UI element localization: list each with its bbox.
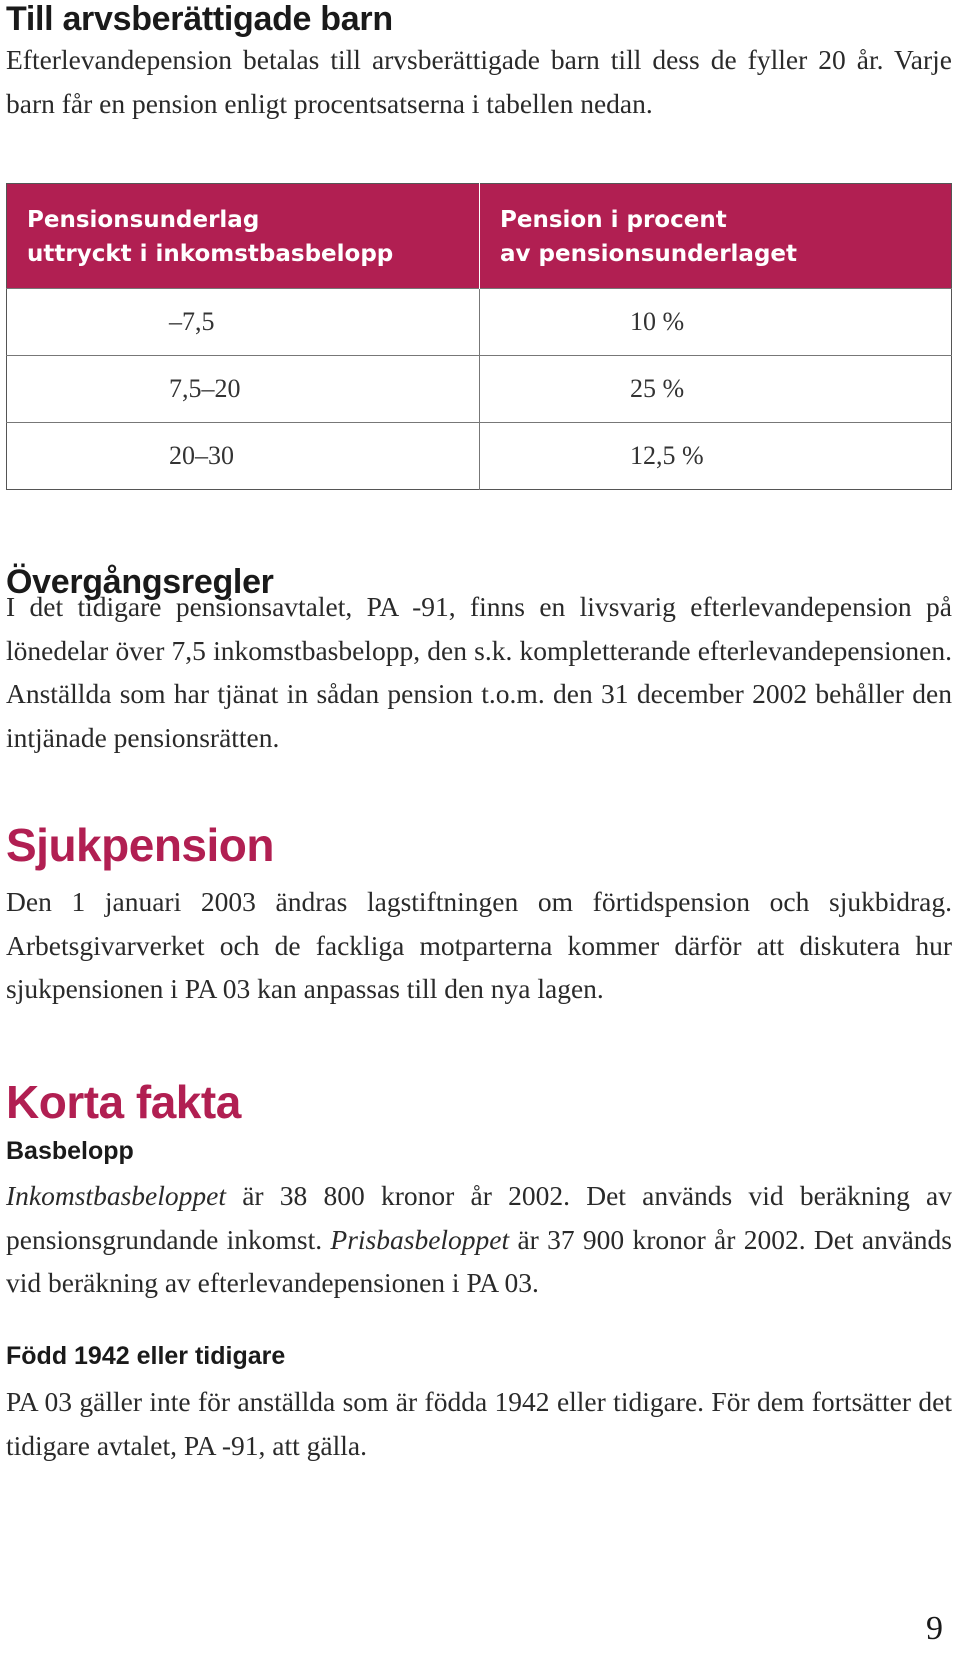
intro-paragraph: Efterlevandepension betalas till arvsberättigade barn till dess de fyller 20 år. Varje barn får en pension enligt procentsatserna i tabellen nedan. xyxy=(6,44,952,119)
table-row xyxy=(7,289,952,356)
term-inkomstbasbeloppet: Inkomstbasbeloppet xyxy=(6,1180,226,1211)
section-title-sjukpension: Sjukpension xyxy=(6,819,274,871)
table-cell-range: –7,5 xyxy=(7,289,480,356)
section-title-korta-fakta: Korta fakta xyxy=(6,1076,241,1128)
pension-percentage-table xyxy=(6,183,952,490)
table-cell-range: 20–30 xyxy=(7,423,480,490)
table-cell-percent: 10 % xyxy=(480,289,952,356)
table-header-procent: Pension i procent av pensionsunderlaget xyxy=(480,184,952,289)
table-row xyxy=(7,356,952,423)
table-cell-percent: 25 % xyxy=(480,356,952,423)
table-header-underlag: Pensionsunderlag uttryckt i inkomstbasbelopp xyxy=(7,184,480,289)
page-number: 9 xyxy=(926,1610,943,1647)
overgangsregler-paragraph: I det tidigare pensionsavtalet, PA -91, finns en livsvarig efterlevandepension på lönedelar över 7,5 inkomstbasbelopp, den s.k. kompletterande efterlevandepensionen. Anställda som har tjänat in sådan pension t.o.m. den 31 december 2002 behåller den intjänade pensionsrätten. xyxy=(6,591,952,753)
subheading-basbelopp: Basbelopp xyxy=(6,1137,134,1165)
term-prisbasbeloppet: Prisbasbeloppet xyxy=(330,1223,510,1255)
table-cell-range: 7,5–20 xyxy=(7,356,480,423)
basbelopp-paragraph: Inkomstbasbeloppet är 38 800 kronor år 2002. Det används vid beräkning av pensionsgrundande inkomst. Prisbasbeloppet är 37 900 kronor år 2002. Det används vid beräkning av efterlevandepensionen i PA 03. xyxy=(6,1180,952,1298)
table-cell-percent: 12,5 % xyxy=(480,423,952,490)
fodd-1942-paragraph: PA 03 gäller inte för anställda som är födda 1942 eller tidigare. För dem fortsätter det tidigare avtalet, PA -91, att gälla. xyxy=(6,1386,952,1461)
sjukpension-paragraph: Den 1 januari 2003 ändras lagstiftningen om förtidspension och sjukbidrag. Arbetsgivarverket och de fackliga motparterna kommer därför att diskutera hur sjukpensionen i PA 03 kan anpassas till den nya lagen. xyxy=(6,886,952,1004)
section-title-arvsberattigade-barn: Till arvsberättigade barn xyxy=(6,0,393,38)
table-row xyxy=(7,423,952,490)
subheading-fodd-1942: Född 1942 eller tidigare xyxy=(6,1342,286,1370)
section-title-overgangsregler: Övergångsregler xyxy=(6,563,274,601)
table-header-row xyxy=(7,184,952,289)
